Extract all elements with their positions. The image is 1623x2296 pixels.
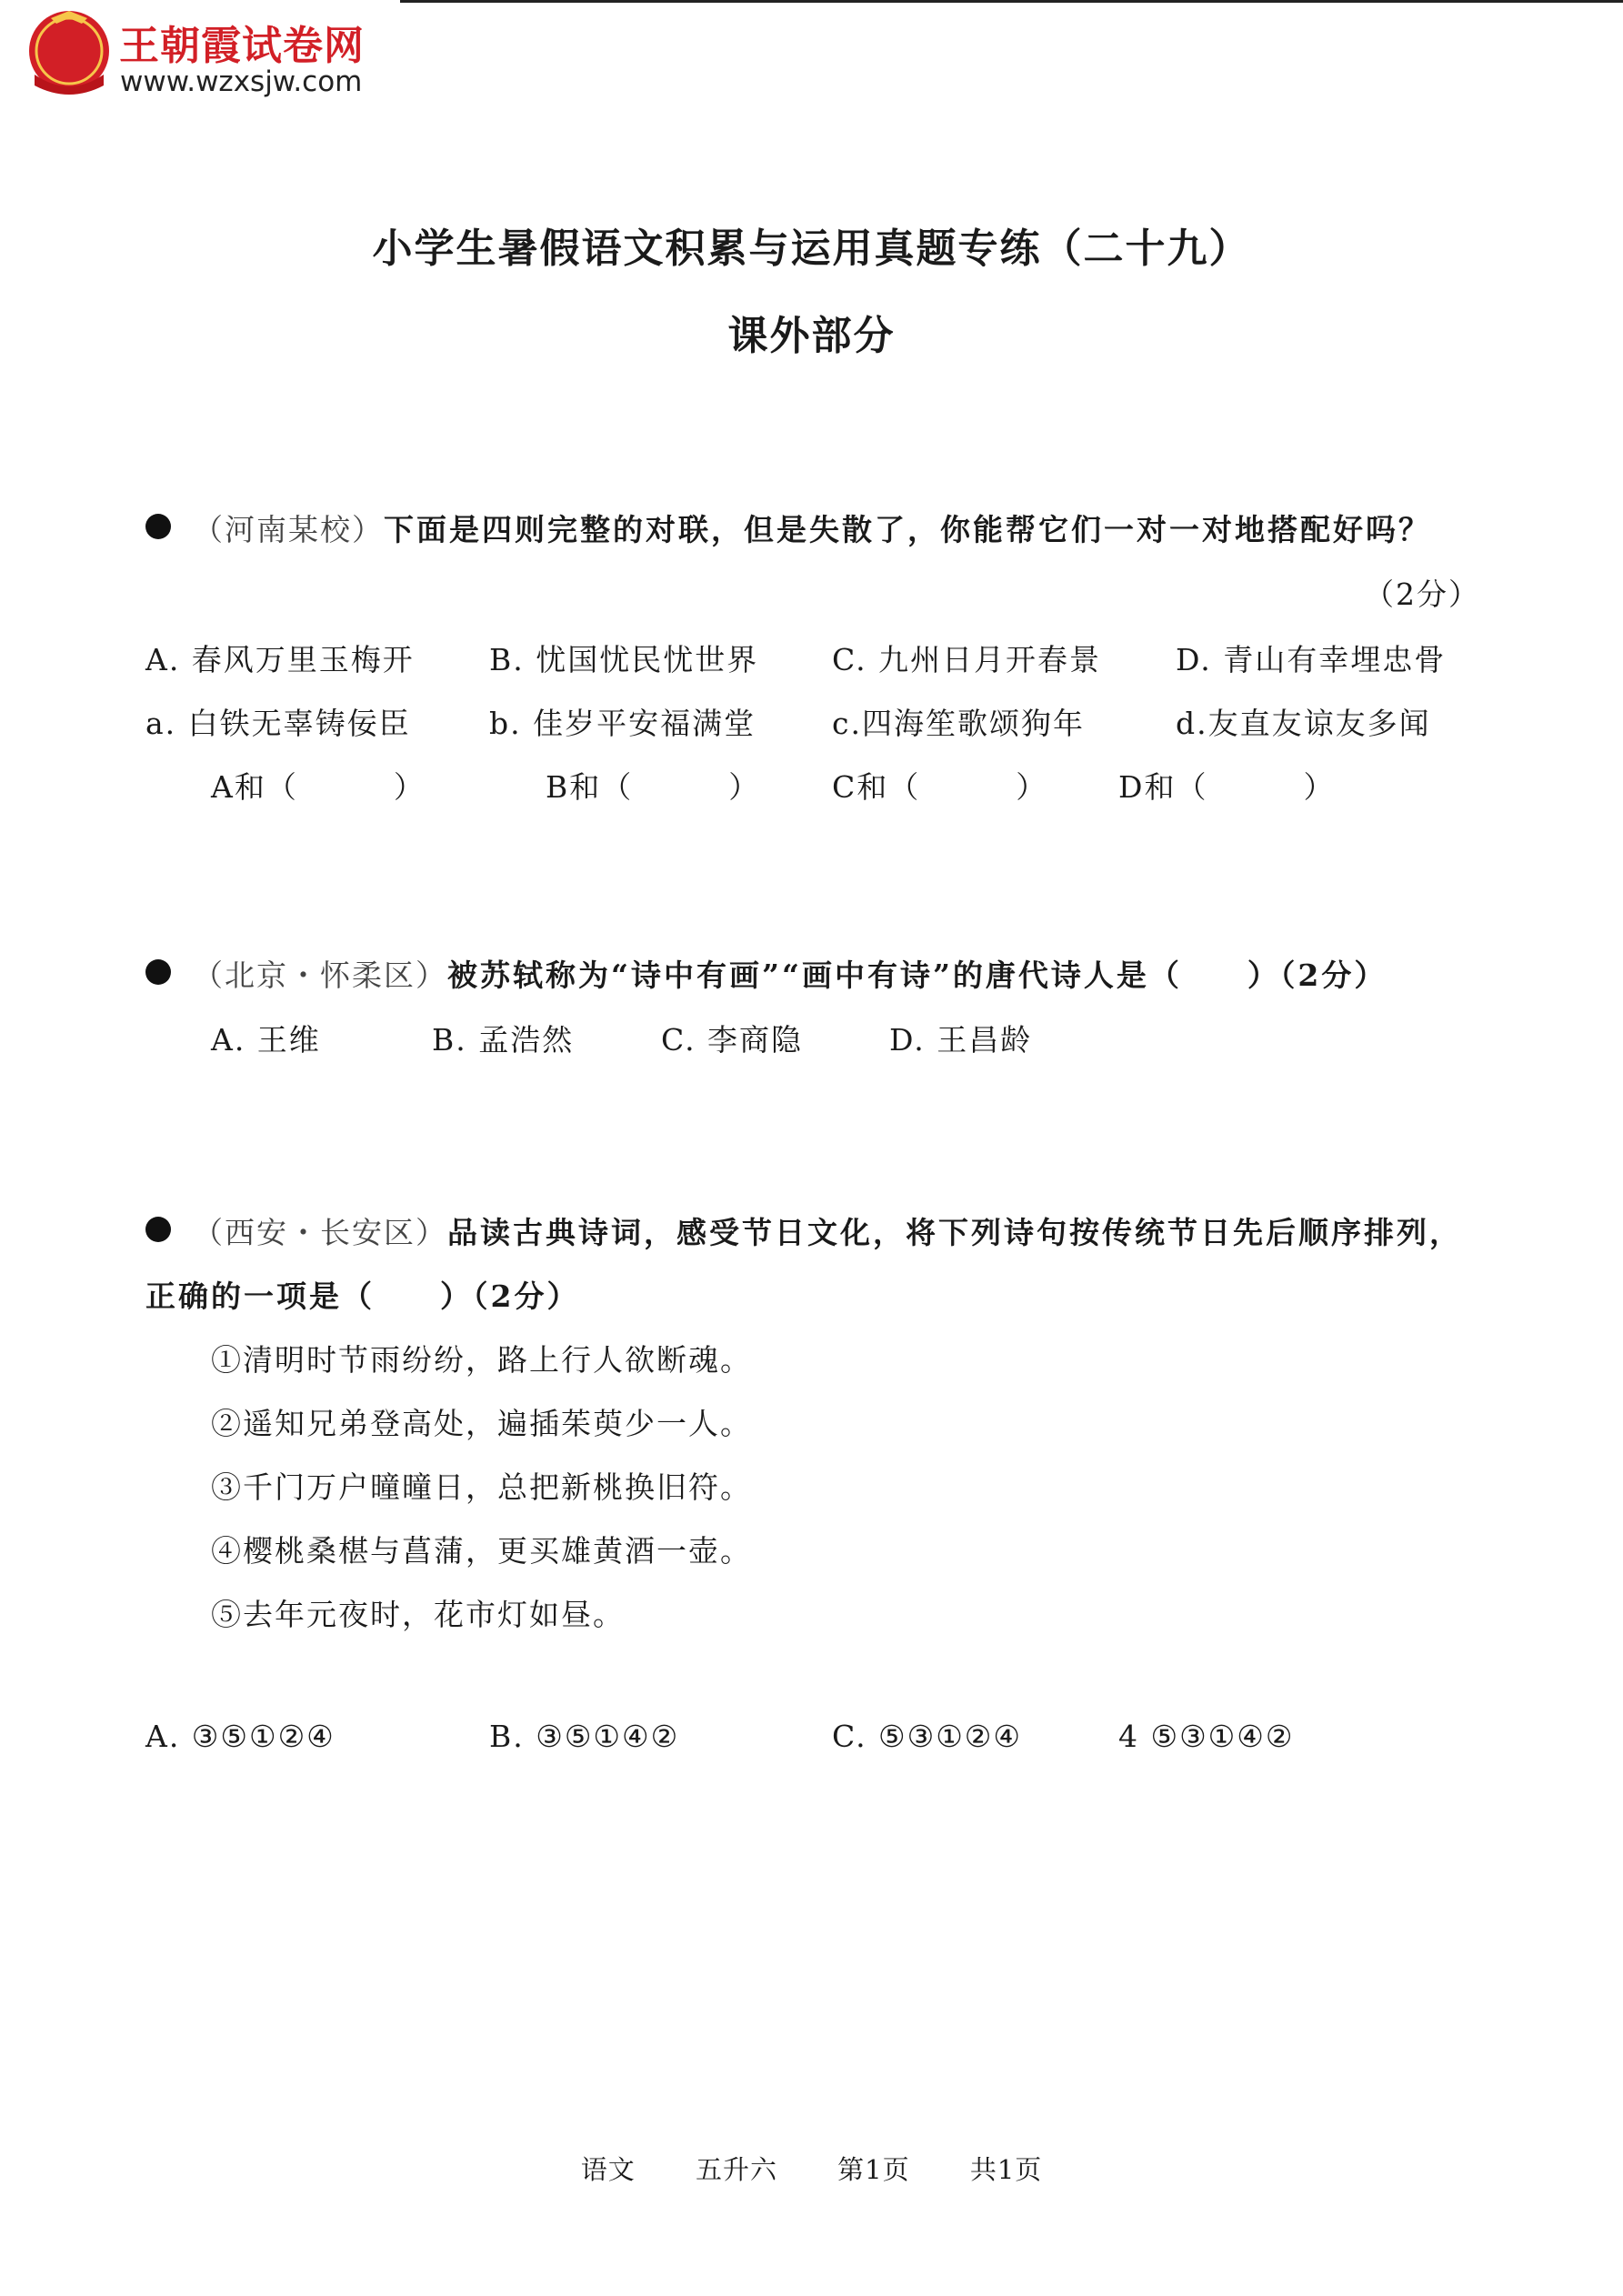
- question-2-stem: [193, 952, 1387, 995]
- question-text: 被苏轼称为“诗中有画”“画中有诗”的唐代诗人是（ ）（2分）: [447, 958, 1388, 993]
- question-score: （2分）: [1364, 577, 1480, 612]
- bullet-icon: [145, 1217, 171, 1242]
- logo-title: 王朝霞试卷网: [119, 23, 365, 69]
- couplet-upper: C. 九州日月开春景: [832, 642, 1102, 677]
- footer-subject: 语文: [580, 2154, 636, 2185]
- answer-blank[interactable]: C和（ ）: [832, 769, 1048, 805]
- question-3-stem: [193, 1209, 1462, 1252]
- page-title: 小学生暑假语文积累与运用真题专练（二十九）: [372, 226, 1251, 272]
- couplet-lower: b. 佳岁平安福满堂: [489, 706, 756, 741]
- option[interactable]: A. ③⑤①②④: [145, 1719, 336, 1754]
- answer-blank[interactable]: A和（ ）: [211, 769, 426, 805]
- bullet-icon: [145, 959, 171, 985]
- footer-total: 共1页: [969, 2154, 1043, 2185]
- question-source: （河南某校）: [193, 512, 384, 547]
- footer-page: 第1页: [837, 2154, 910, 2185]
- question-source: （北京・怀柔区）: [193, 958, 447, 993]
- page-subtitle: 课外部分: [727, 313, 896, 359]
- question-text: 品读古典诗词，感受节日文化，将下列诗句按传统节日先后顺序排列，: [447, 1215, 1462, 1250]
- option[interactable]: C. 李商隐: [661, 1022, 804, 1058]
- top-rule: [400, 0, 1623, 3]
- poem-line: ③千门万户曈曈日，总把新桃换旧符。: [211, 1469, 752, 1505]
- couplet-lower: c.四海笙歌颂狗年: [832, 706, 1085, 741]
- poem-line: ④樱桃桑椹与菖蒲，更买雄黄酒一壶。: [211, 1533, 752, 1569]
- poem-line: ⑤去年元夜时，花市灯如昼。: [211, 1597, 625, 1632]
- poem-line: ②遥知兄弟登高处，遍插茱萸少一人。: [211, 1406, 752, 1441]
- question-1-stem: [193, 506, 1431, 549]
- page-footer: [0, 2150, 1623, 2187]
- question-text: 下面是四则完整的对联，但是失散了，你能帮它们一对一对地搭配好吗？: [384, 512, 1431, 547]
- option[interactable]: D. 王昌龄: [889, 1022, 1033, 1058]
- couplet-upper: B. 忧国忧民忧世界: [489, 642, 759, 677]
- logo-url[interactable]: www.wzxsjw.com: [120, 65, 363, 98]
- option[interactable]: 4 ⑤③①④②: [1118, 1719, 1295, 1754]
- option[interactable]: B. ③⑤①④②: [489, 1719, 680, 1754]
- couplet-upper: A. 春风万里玉梅开: [145, 642, 415, 677]
- bullet-icon: [145, 514, 171, 539]
- question-text-continued: 正确的一项是（ ）（2分）: [145, 1278, 580, 1314]
- couplet-lower: d.友直友谅友多闻: [1176, 706, 1431, 741]
- answer-blank[interactable]: D和（ ）: [1118, 769, 1336, 805]
- couplet-lower: a. 白铁无辜铸佞臣: [145, 706, 411, 741]
- poem-line: ①清明时节雨纷纷，路上行人欲断魂。: [211, 1342, 752, 1378]
- answer-blank[interactable]: B和（ ）: [546, 769, 761, 805]
- option[interactable]: A. 王维: [211, 1022, 321, 1058]
- option[interactable]: B. 孟浩然: [432, 1022, 575, 1058]
- footer-grade: 五升六: [695, 2154, 777, 2185]
- option[interactable]: C. ⑤③①②④: [832, 1719, 1022, 1754]
- site-logo[interactable]: [25, 9, 407, 100]
- seal-icon: [25, 9, 113, 96]
- question-source: （西安・长安区）: [193, 1215, 447, 1250]
- couplet-upper: D. 青山有幸埋忠骨: [1176, 642, 1447, 677]
